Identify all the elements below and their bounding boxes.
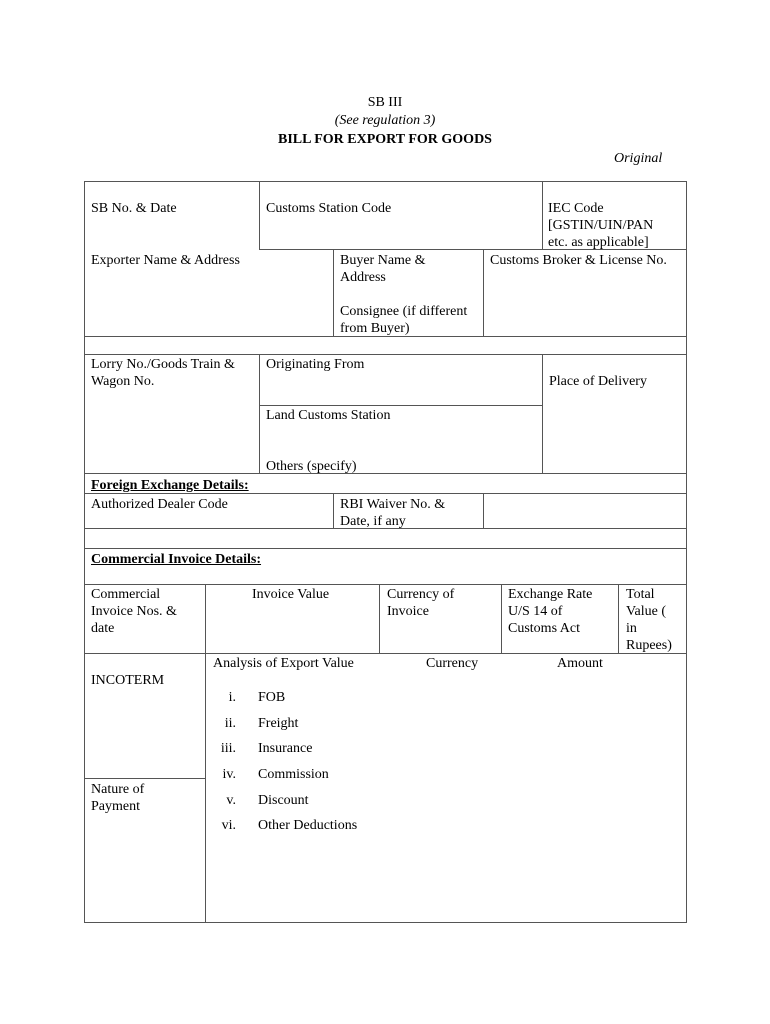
exchange-rate-label-line2: U/S 14 of [508, 604, 563, 619]
iec-code-label-line2: [GSTIN/UIN/PAN [548, 218, 654, 233]
list-item-fob: FOB [258, 690, 286, 705]
form-code: SB III [367, 95, 403, 110]
ad-code-label: Authorized Dealer Code [91, 497, 228, 512]
analysis-heading: Analysis of Export Value [213, 656, 354, 671]
copy-label: Original [614, 151, 663, 166]
others-label: Others (specify) [266, 459, 357, 474]
nature-of-payment-label-line2: Payment [91, 799, 140, 814]
rbi-waiver-label-line2: Date, if any [340, 514, 406, 529]
invoice-nos-label-line3: date [91, 621, 115, 636]
invoice-heading: Commercial Invoice Details: [91, 552, 262, 567]
currency-label: Currency [426, 656, 479, 671]
customs-station-code-label: Customs Station Code [266, 201, 392, 216]
list-item-number: iv. [222, 767, 236, 782]
regulation-reference: (See regulation 3) [334, 113, 436, 128]
currency-of-invoice-label: Currency of [387, 587, 455, 602]
list-item-other-deductions: Other Deductions [258, 818, 358, 833]
exchange-rate-label: Exchange Rate [508, 587, 593, 602]
iec-code-label-line3: etc. as applicable] [548, 235, 649, 250]
invoice-nos-label: Commercial [91, 587, 161, 602]
place-of-delivery-label: Place of Delivery [549, 374, 647, 389]
iec-code-label: IEC Code [548, 201, 604, 216]
customs-broker-label: Customs Broker & License No. [490, 253, 667, 268]
consignee-label: Consignee (if different [340, 304, 468, 319]
buyer-label: Buyer Name & [340, 253, 426, 268]
invoice-nos-label-line2: Invoice Nos. & [91, 604, 177, 619]
list-item-number: iii. [220, 741, 236, 756]
invoice-value-label: Invoice Value [252, 587, 330, 602]
lorry-no-label: Lorry No./Goods Train & [91, 357, 235, 372]
nature-of-payment-label: Nature of [91, 782, 145, 797]
total-value-label: Total [626, 587, 655, 602]
total-value-label-line2: Value ( [626, 604, 667, 619]
list-item-number: vi. [221, 818, 236, 833]
lorry-no-label-line2: Wagon No. [91, 374, 155, 389]
exchange-rate-label-line3: Customs Act [508, 621, 580, 636]
list-item-discount: Discount [258, 793, 309, 808]
rbi-waiver-label: RBI Waiver No. & [340, 497, 446, 512]
list-item-number: v. [226, 793, 236, 808]
form-title: BILL FOR EXPORT FOR GOODS [278, 132, 492, 147]
forex-heading: Foreign Exchange Details: [91, 478, 249, 493]
land-customs-station-label: Land Customs Station [266, 408, 391, 423]
list-item-number: ii. [224, 716, 236, 731]
buyer-label-line2: Address [340, 270, 386, 285]
exporter-label: Exporter Name & Address [91, 253, 240, 268]
list-item-freight: Freight [258, 716, 299, 731]
originating-from-label: Originating From [266, 357, 365, 372]
list-item-commission: Commission [258, 767, 329, 782]
total-value-label-line3: in [626, 621, 637, 636]
list-item-insurance: Insurance [258, 741, 313, 756]
sb-no-date-label: SB No. & Date [91, 201, 177, 216]
amount-label: Amount [557, 656, 603, 671]
total-value-label-line4: Rupees) [626, 638, 672, 653]
incoterm-label: INCOTERM [91, 673, 165, 688]
currency-of-invoice-label-line2: Invoice [387, 604, 429, 619]
consignee-label-line2: from Buyer) [340, 321, 410, 336]
list-item-number: i. [228, 690, 236, 705]
